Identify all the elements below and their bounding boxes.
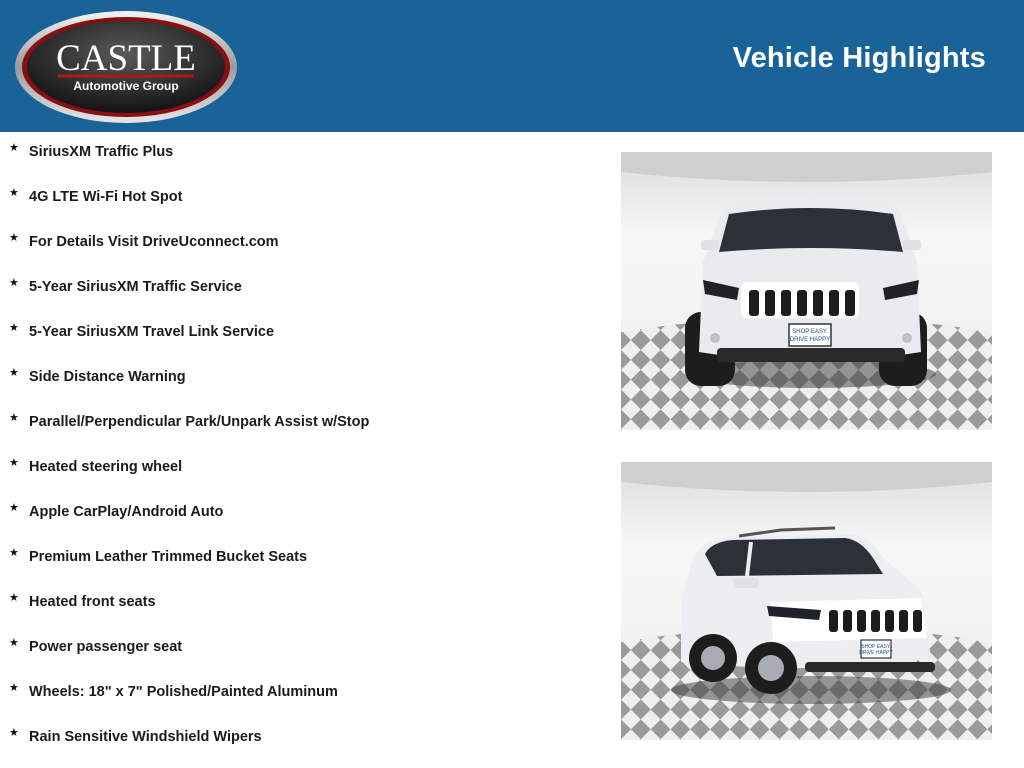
feature-item: [0, 582, 600, 627]
feature-label: 5-Year SiriusXM Traffic Service: [29, 279, 242, 295]
star-icon: ★: [9, 457, 19, 469]
feature-label: 5-Year SiriusXM Travel Link Service: [29, 324, 275, 340]
star-icon: ★: [9, 232, 19, 244]
header-banner: [0, 0, 1024, 132]
feature-item: [0, 132, 600, 177]
star-icon: ★: [9, 412, 19, 424]
feature-label: 4G LTE Wi-Fi Hot Spot: [29, 189, 183, 205]
feature-label: Rain Sensitive Windshield Wipers: [29, 729, 262, 745]
logo-text: CASTLE: [56, 38, 196, 79]
star-icon: ★: [9, 727, 19, 739]
feature-item: [0, 717, 600, 762]
feature-label: Heated front seats: [29, 594, 156, 610]
star-icon: ★: [9, 277, 19, 289]
feature-item: [0, 492, 600, 537]
feature-item: [0, 537, 600, 582]
star-icon: ★: [9, 142, 19, 154]
svg-text:DRIVE HAPPY: DRIVE HAPPY: [859, 650, 893, 656]
feature-label: Wheels: 18" x 7" Polished/Painted Aluminum: [29, 684, 338, 700]
feature-item: [0, 627, 600, 672]
star-icon: ★: [9, 682, 19, 694]
star-icon: ★: [9, 637, 19, 649]
svg-text:DRIVE HAPPY: DRIVE HAPPY: [789, 337, 831, 343]
star-icon: ★: [9, 187, 19, 199]
castle-logo: [14, 10, 238, 124]
feature-label: Parallel/Perpendicular Park/Unpark Assist w/Stop: [29, 414, 370, 430]
svg-text:SHOP EASY.: SHOP EASY.: [792, 329, 828, 335]
star-icon: ★: [9, 367, 19, 379]
feature-label: SiriusXM Traffic Plus: [29, 144, 174, 160]
feature-label: Premium Leather Trimmed Bucket Seats: [29, 549, 308, 565]
feature-label: Heated steering wheel: [29, 459, 183, 475]
feature-item: [0, 357, 600, 402]
feature-item: [0, 447, 600, 492]
star-icon: ★: [9, 592, 19, 604]
page-title: Vehicle Highlights: [732, 42, 986, 74]
feature-item: [0, 312, 600, 357]
feature-item: [0, 177, 600, 222]
star-icon: ★: [9, 547, 19, 559]
feature-item: [0, 222, 600, 267]
feature-label: For Details Visit DriveUconnect.com: [29, 234, 279, 250]
feature-label: Power passenger seat: [29, 639, 183, 655]
feature-item: [0, 402, 600, 447]
feature-label: Apple CarPlay/Android Auto: [29, 504, 224, 520]
feature-item: [0, 672, 600, 717]
feature-item: [0, 267, 600, 312]
star-icon: ★: [9, 502, 19, 514]
logo-subtext: Automotive Group: [73, 79, 179, 93]
svg-text:SHOP EASY.: SHOP EASY.: [861, 644, 891, 650]
vehicle-front-photo: [621, 152, 992, 430]
feature-label: Side Distance Warning: [29, 369, 186, 385]
feature-list: [0, 132, 600, 762]
star-icon: ★: [9, 322, 19, 334]
vehicle-three-quarter-photo: [621, 462, 992, 740]
